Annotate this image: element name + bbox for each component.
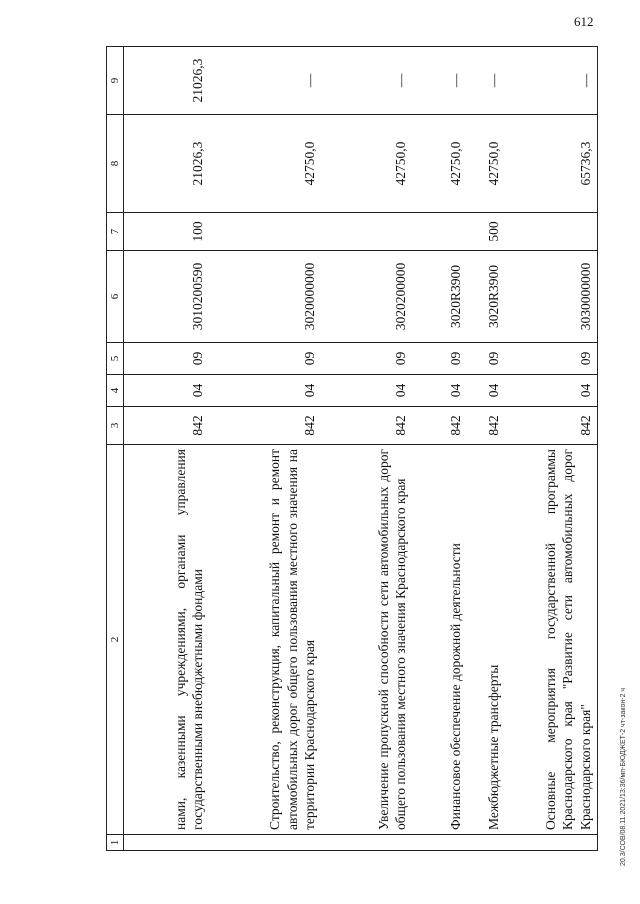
cell-target-article: 3020200000	[322, 251, 413, 343]
table-row	[468, 47, 506, 851]
table-row	[124, 47, 210, 851]
cell-target-article: 3020000000	[210, 251, 322, 343]
cell-description: Увеличение пропускной способности сети автомобильных дорог общего пользования местного значения Краснодарского края	[322, 445, 413, 835]
cell-amount-2: 21026,3	[124, 47, 210, 115]
cell-amount-2: —	[506, 47, 598, 115]
cell-subsection: 09	[210, 343, 322, 375]
cell-amount-2: —	[322, 47, 413, 115]
cell-expense-type	[210, 213, 322, 251]
cell-ministry-code: 842	[468, 407, 506, 445]
column-header-9: 9	[107, 47, 124, 115]
cell-number	[124, 835, 210, 851]
cell-section: 04	[322, 375, 413, 407]
page-number: 612	[574, 14, 594, 29]
cell-ministry-code: 842	[322, 407, 413, 445]
cell-subsection: 09	[413, 343, 468, 375]
cell-ministry-code: 842	[506, 407, 598, 445]
cell-section: 04	[506, 375, 598, 407]
budget-table	[106, 46, 598, 851]
cell-amount-2: —	[468, 47, 506, 115]
cell-subsection: 09	[322, 343, 413, 375]
cell-description: Межбюджетные трансферты	[468, 445, 506, 835]
cell-amount: 42750,0	[210, 115, 322, 213]
column-header-7: 7	[107, 213, 124, 251]
cell-section: 04	[413, 375, 468, 407]
cell-target-article: 3010200590	[124, 251, 210, 343]
cell-expense-type	[413, 213, 468, 251]
cell-description: Строительство, реконструкция, капитальный ремонт и ремонт автомобильных дорог общего пользования местного значения на территории Краснодарского края	[210, 445, 322, 835]
column-header-1: 1	[107, 835, 124, 851]
cell-amount: 42750,0	[322, 115, 413, 213]
cell-target-article: 3020R3900	[468, 251, 506, 343]
column-header-2: 2	[107, 445, 124, 835]
cell-amount-2: —	[413, 47, 468, 115]
column-header-6: 6	[107, 251, 124, 343]
budget-table-rotated	[106, 47, 598, 851]
cell-subsection: 09	[468, 343, 506, 375]
cell-ministry-code: 842	[210, 407, 322, 445]
side-stamp: 20.3/СОВ/08.11.2021/13:36/мп-БЮДЖЕТ-2 чт-закон-2 ч	[620, 687, 627, 866]
column-header-5: 5	[107, 343, 124, 375]
cell-amount: 42750,0	[468, 115, 506, 213]
cell-expense-type: 500	[468, 213, 506, 251]
cell-number	[322, 835, 413, 851]
header-row	[107, 47, 124, 851]
table-row	[413, 47, 468, 851]
cell-number	[210, 835, 322, 851]
cell-expense-type	[506, 213, 598, 251]
table-row	[322, 47, 413, 851]
cell-number	[506, 835, 598, 851]
cell-number	[468, 835, 506, 851]
cell-amount: 21026,3	[124, 115, 210, 213]
cell-subsection: 09	[124, 343, 210, 375]
column-header-3: 3	[107, 407, 124, 445]
cell-subsection: 09	[506, 343, 598, 375]
cell-number	[413, 835, 468, 851]
cell-amount: 65736,3	[506, 115, 598, 213]
cell-description: нами, казенными учреждениями, органами управления государственными внебюджетными фондами	[124, 445, 210, 835]
cell-description: Основные мероприятия государственной программы Краснодарского края "Развитие сети автомобильных дорог Краснодарского края"	[506, 445, 598, 835]
column-header-8: 8	[107, 115, 124, 213]
cell-expense-type	[322, 213, 413, 251]
table-row	[210, 47, 322, 851]
cell-section: 04	[210, 375, 322, 407]
cell-description: Финансовое обеспечение дорожной деятельности	[413, 445, 468, 835]
cell-amount-2: —	[210, 47, 322, 115]
cell-expense-type: 100	[124, 213, 210, 251]
table-row	[506, 47, 598, 851]
cell-target-article: 3030000000	[506, 251, 598, 343]
column-header-4: 4	[107, 375, 124, 407]
cell-ministry-code: 842	[413, 407, 468, 445]
cell-target-article: 3020R3900	[413, 251, 468, 343]
cell-section: 04	[468, 375, 506, 407]
cell-amount: 42750,0	[413, 115, 468, 213]
cell-ministry-code: 842	[124, 407, 210, 445]
cell-section: 04	[124, 375, 210, 407]
